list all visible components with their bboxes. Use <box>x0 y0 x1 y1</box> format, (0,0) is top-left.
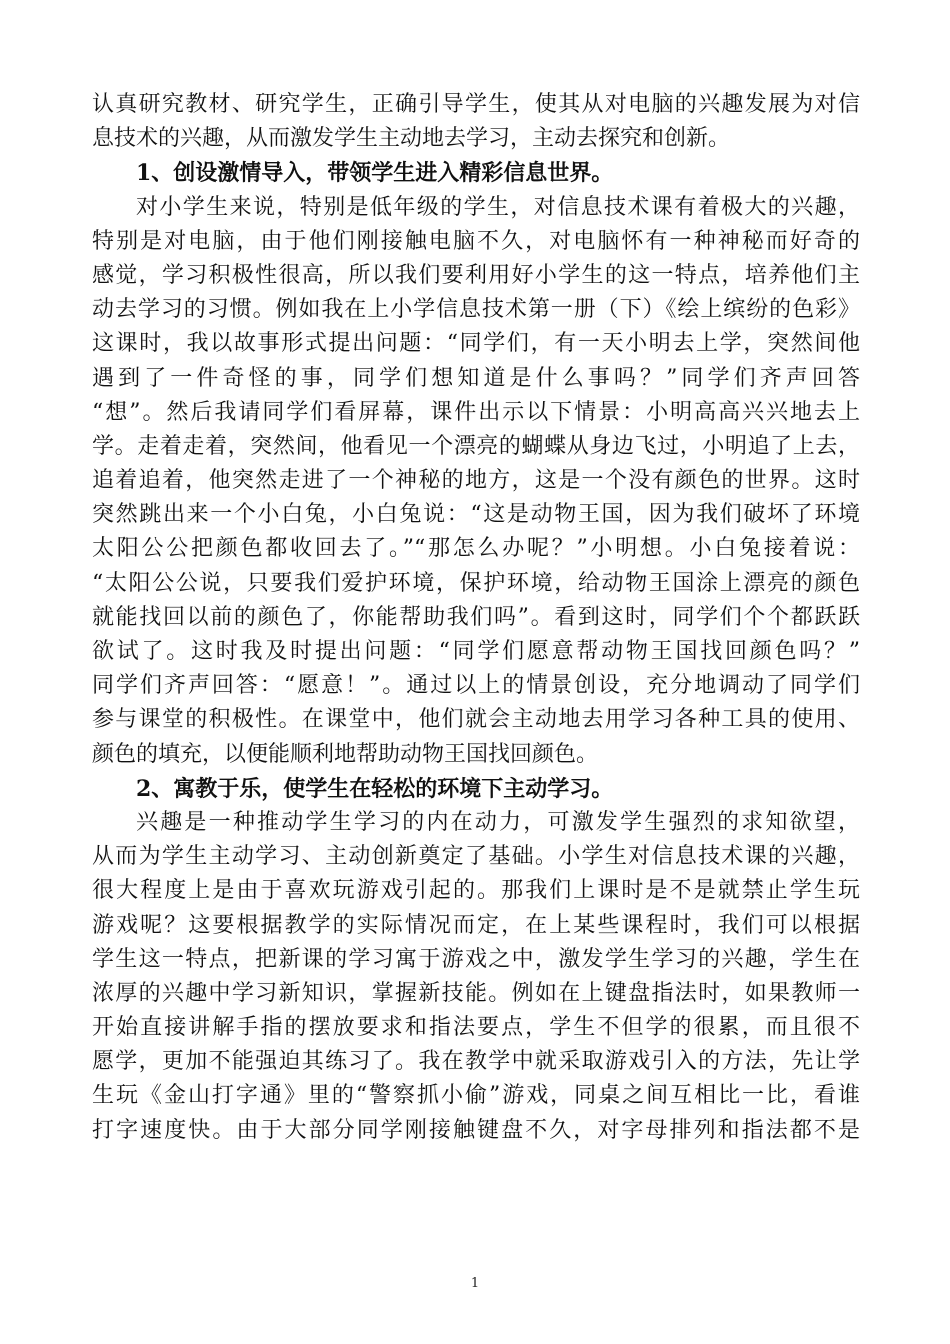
paragraph-line: 参与课堂的积极性。在课堂中，他们就会主动地去用学习各种工具的使用、 <box>92 707 860 733</box>
paragraph-line: 学生这一特点，把新课的学习寓于游戏之中，激发学生学习的兴趣，学生在 <box>92 946 860 972</box>
paragraph-line: 认真研究教材、研究学生，正确引导学生，使其从对电脑的兴趣发展为对信 <box>92 92 860 117</box>
paragraph-line: 打字速度快。由于大部分同学刚接触键盘不久，对字母排列和指法都不是 <box>92 1117 860 1143</box>
paragraph-line: 感觉，学习积极性很高，所以我们要利用好小学生的这一特点，培养他们主 <box>92 262 860 288</box>
paragraph-line: 从而为学生主动学习、主动创新奠定了基础。小学生对信息技术课的兴趣， <box>92 844 860 870</box>
paragraph-line: 颜色的填充，以便能顺利地帮助动物王国找回颜色。 <box>92 741 599 767</box>
paragraph-line: 太阳公公把颜色都收回去了。”“那怎么办呢？”小明想。小白兔接着说： <box>92 536 860 562</box>
paragraph-line: 遇到了一件奇怪的事，同学们想知道是什么事吗？”同学们齐声回答 <box>92 365 860 391</box>
paragraph-line: 动去学习的习惯。例如我在上小学信息技术第一册（下）《绘上缤纷的色彩》 <box>92 297 860 323</box>
document-body <box>92 88 860 1148</box>
paragraph-line: 开始直接讲解手指的摆放要求和指法要点，学生不但学的很累，而且很不 <box>92 1015 860 1041</box>
paragraph-line: 浓厚的兴趣中学习新知识，掌握新技能。例如在上键盘指法时，如果教师一 <box>92 980 860 1006</box>
section-heading: 2、寓教于乐，使学生在轻松的环境下主动学习。 <box>136 775 614 802</box>
paragraph-line: 这课时，我以故事形式提出问题：“同学们，有一天小明去上学，突然间他 <box>92 331 860 357</box>
paragraph-line: 对小学生来说，特别是低年级的学生，对信息技术课有着极大的兴趣， <box>136 194 860 220</box>
paragraph-line: 很大程度上是由于喜欢玩游戏引起的。那我们上课时是不是就禁止学生玩 <box>92 878 860 904</box>
section-heading: 1、创设激情导入，带领学生进入精彩信息世界。 <box>136 160 614 187</box>
paragraph-line: 兴趣是一种推动学生学习的内在动力，可激发学生强烈的求知欲望， <box>136 809 860 835</box>
paragraph-line: 游戏呢？这要根据教学的实际情况而定，在上某些课程时，我们可以根据 <box>92 912 860 938</box>
paragraph-line: 特别是对电脑，由于他们刚接触电脑不久，对电脑怀有一种神秘而好奇的 <box>92 228 860 254</box>
paragraph-line: 突然跳出来一个小白兔，小白兔说：“这是动物王国，因为我们破坏了环境 <box>92 502 860 528</box>
paragraph-line: 追着追着，他突然走进了一个神秘的地方，这是一个没有颜色的世界。这时 <box>92 468 860 494</box>
paragraph-line: 学。走着走着，突然间，他看见一个漂亮的蝴蝶从身边飞过，小明追了上去， <box>92 433 860 459</box>
paragraph-line: 欲试了。这时我及时提出问题：“同学们愿意帮动物王国找回颜色吗？” <box>92 639 860 664</box>
paragraph-line: 生玩《金山打字通》里的“警察抓小偷”游戏，同桌之间互相比一比，看谁 <box>92 1083 860 1109</box>
paragraph-line: 息技术的兴趣，从而激发学生主动地去学习，主动去探究和创新。 <box>92 126 731 152</box>
paragraph-line: 愿学，更加不能强迫其练习了。我在教学中就采取游戏引入的方法，先让学 <box>92 1049 860 1075</box>
paragraph-line: “太阳公公说，只要我们爱护环境，保护环境，给动物王国涂上漂亮的颜色 <box>92 570 860 596</box>
page-number: 1 <box>470 1276 480 1291</box>
paragraph-line: 同学们齐声回答：“愿意！”。通过以上的情景创设，充分地调动了同学们 <box>92 673 860 699</box>
paragraph-line: “想”。然后我请同学们看屏幕，课件出示以下情景：小明高高兴兴地去上 <box>92 399 860 425</box>
paragraph-line: 就能找回以前的颜色了，你能帮助我们吗”。看到这时，同学们个个都跃跃 <box>92 604 860 630</box>
